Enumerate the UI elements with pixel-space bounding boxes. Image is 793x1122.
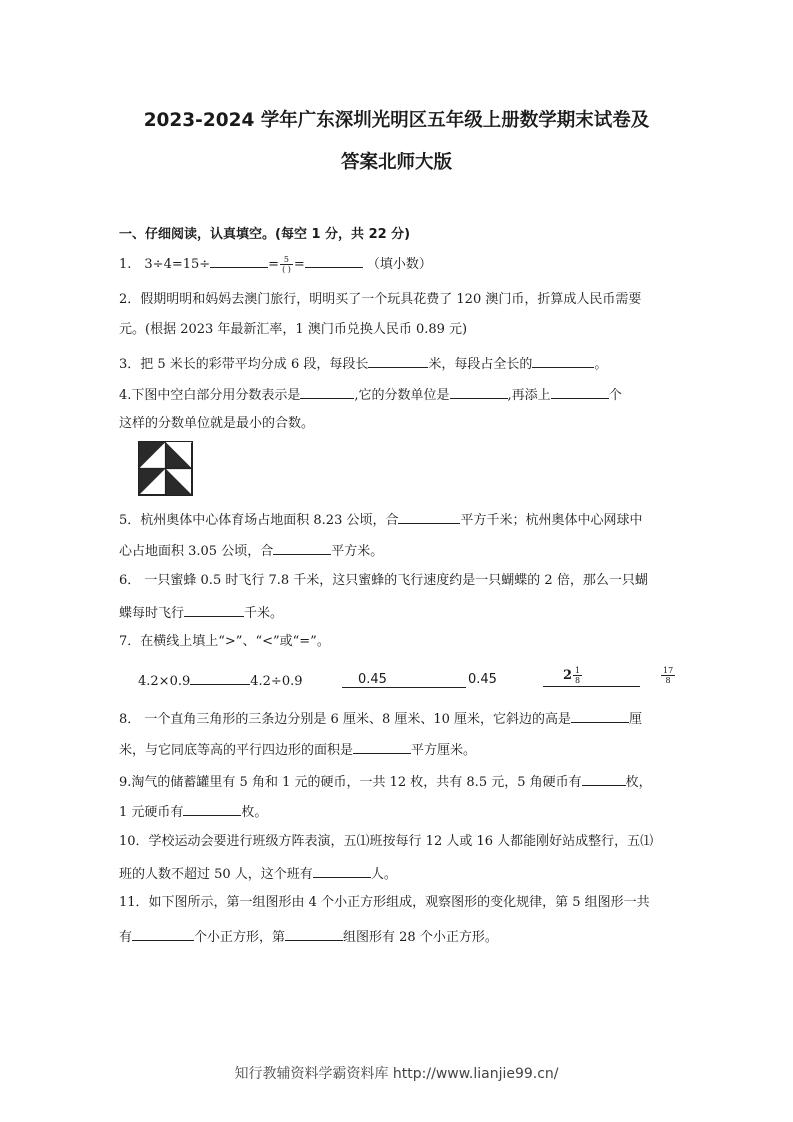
question-10-line-2 [119, 863, 397, 884]
q4-blank-3[interactable] [551, 384, 609, 399]
q3-text-b: 米，每段占全长的 [428, 357, 533, 372]
question-8-line-1 [119, 708, 642, 729]
q4-text-c: ,再添上 [507, 388, 551, 403]
q9-text-d: 枚。 [241, 805, 268, 820]
q7-b-left-value: 0.45 [358, 672, 387, 687]
question-6-line-1: 6． 一只蜜蜂 0.5 时飞行 7.8 千米，这只蜜蜂的飞行速度约是一只蝴蝶的 2 倍，那么一只蝴 [119, 573, 648, 588]
q8-text-c: 米，与它同底等高的平行四边形的面积是 [119, 743, 354, 758]
q1-prefix: 1. 3÷4=15÷ [119, 257, 211, 272]
q3-blank-2[interactable] [532, 353, 594, 368]
question-2-line-2 [119, 321, 467, 339]
q5-text-b: 平方千米；杭州奥体中心网球中 [460, 513, 643, 528]
q8-blank-1[interactable] [571, 708, 629, 723]
q4-blank-1[interactable] [300, 384, 354, 399]
question-10-line-1: 10．学校运动会要进行班级方阵表演，五⑴班按每行 12 人或 16 人都能刚好站成整行，五⑴ [119, 834, 654, 849]
q2-line2: 元。(根据 2023 年最新汇率，1 澳门币兑换人民币 0.89 元) [119, 322, 468, 337]
q1-frac-den: ( ) [282, 265, 291, 274]
section-heading: 一、仔细阅读，认真填空。(每空 1 分，共 22 分) [119, 227, 411, 242]
question-11-line-2 [119, 926, 498, 947]
q3-text-c: 。 [594, 357, 608, 372]
q9-text-c: 1 元硬币有 [119, 805, 184, 820]
q11-text-c: 组图形有 28 个小正方形。 [343, 930, 498, 945]
q5-blank-1[interactable] [398, 509, 460, 524]
q7-a-right: 4.2÷0.9 [250, 674, 303, 689]
question-9-line-1 [119, 771, 652, 792]
q3-blank-1[interactable] [368, 353, 428, 368]
q7-compare-c [543, 666, 640, 691]
q6-blank[interactable] [184, 602, 244, 617]
q7-c-blank[interactable] [543, 666, 640, 687]
q1-fraction [280, 255, 293, 274]
q10-blank[interactable] [313, 863, 371, 878]
q1-eq: = [268, 257, 280, 272]
q8-text-b: 厘 [629, 712, 643, 727]
q7-b-right: 0.45 [468, 672, 497, 687]
question-5-line-2 [119, 540, 383, 561]
q8-text-d: 平方厘米。 [411, 743, 477, 758]
question-3 [119, 353, 607, 374]
q10-text-a: 班的人数不超过 50 人，这个班有 [119, 867, 313, 882]
question-2-line-1: 2．假期明明和妈妈去澳门旅行，明明买了一个玩具花费了 120 澳门币，折算成人民币需要 [119, 292, 642, 307]
question-7: 7．在横线上填上“>”、“<”或“=”。 [119, 634, 330, 649]
q9-text-b: 枚， [625, 775, 652, 790]
q9-blank-2[interactable] [183, 801, 241, 816]
question-4-line-2: 这样的分数单位就是最小的合数。 [119, 416, 315, 431]
q1-blank-2[interactable] [305, 253, 363, 268]
q11-text-a: 有 [119, 930, 133, 945]
q8-text-a: 8． 一个直角三角形的三条边分别是 6 厘米、8 厘米、10 厘米，它斜边的高是 [119, 712, 572, 727]
question-6-line-2 [119, 602, 283, 623]
q7-c-frac [573, 666, 582, 685]
q6-text-a: 蝶每时飞行 [119, 606, 185, 621]
q6-text-b: 千米。 [244, 606, 284, 621]
q7-d-den: 8 [665, 676, 671, 685]
q7-compare-b-left [342, 672, 466, 688]
q10-text-b: 人。 [370, 867, 397, 882]
q4-blank-2[interactable] [450, 384, 508, 399]
q11-text-b: 个小正方形，第 [194, 930, 286, 945]
q1-eq2: = [293, 257, 305, 272]
question-4-line-1 [119, 384, 622, 405]
question-11-line-1: 11．如下图所示，第一组图形由 4 个小正方形组成，观察图形的变化规律，第 5 组图形一共 [119, 895, 650, 910]
q7-c-den: 8 [575, 676, 581, 685]
q9-text-a: 9.淘气的储蓄罐里有 5 角和 1 元的硬币，一共 12 枚，共有 8.5 元，5 角硬币有 [119, 775, 582, 790]
question-1 [119, 253, 432, 274]
q5-blank-2[interactable] [273, 540, 331, 555]
q11-blank-1[interactable] [132, 926, 194, 941]
q7-c-num: 1 [575, 666, 581, 675]
q7-d-num: 17 [663, 666, 674, 675]
square-fraction-figure [138, 441, 193, 496]
question-8-line-2 [119, 739, 476, 760]
q1-blank-1[interactable] [210, 253, 268, 268]
q7-c-whole: 2 [563, 668, 573, 683]
question-9-line-2 [119, 801, 267, 822]
title-line-1: 2023-2024 学年广东深圳光明区五年级上册数学期末试卷及 [143, 110, 650, 131]
q5-text-c: 心占地面积 3.05 公顷，合 [119, 544, 274, 559]
q7-compare-d [660, 666, 676, 685]
q11-blank-2[interactable] [285, 926, 343, 941]
question-5-line-1 [119, 509, 643, 530]
q4-text-a: 4.下图中空白部分用分数表示是 [119, 388, 301, 403]
q5-text-a: 5．杭州奥体中心体育场占地面积 8.23 公顷，合 [119, 513, 399, 528]
q8-blank-2[interactable] [353, 739, 411, 754]
q5-text-d: 平方米。 [331, 544, 384, 559]
q1-frac-num: 5 [280, 255, 293, 265]
q7-b-left [342, 672, 466, 688]
q7-d-frac [661, 666, 675, 685]
q7-a-left: 4.2×0.9 [138, 674, 191, 689]
title-line-2: 答案北师大版 [340, 152, 452, 173]
q7-compare-a [138, 670, 303, 689]
q9-blank-1[interactable] [582, 771, 626, 786]
q4-text-d: 个 [608, 388, 622, 403]
q3-text-a: 3．把 5 米长的彩带平均分成 6 段，每段长 [119, 357, 369, 372]
q7-a-blank[interactable] [190, 670, 250, 685]
q1-suffix: （填小数） [366, 257, 432, 272]
q4-text-b: ,它的分数单位是 [354, 388, 450, 403]
footer-watermark: 知行教辅资料学霸资料库 http://www.lianjie99.cn/ [234, 1066, 559, 1082]
